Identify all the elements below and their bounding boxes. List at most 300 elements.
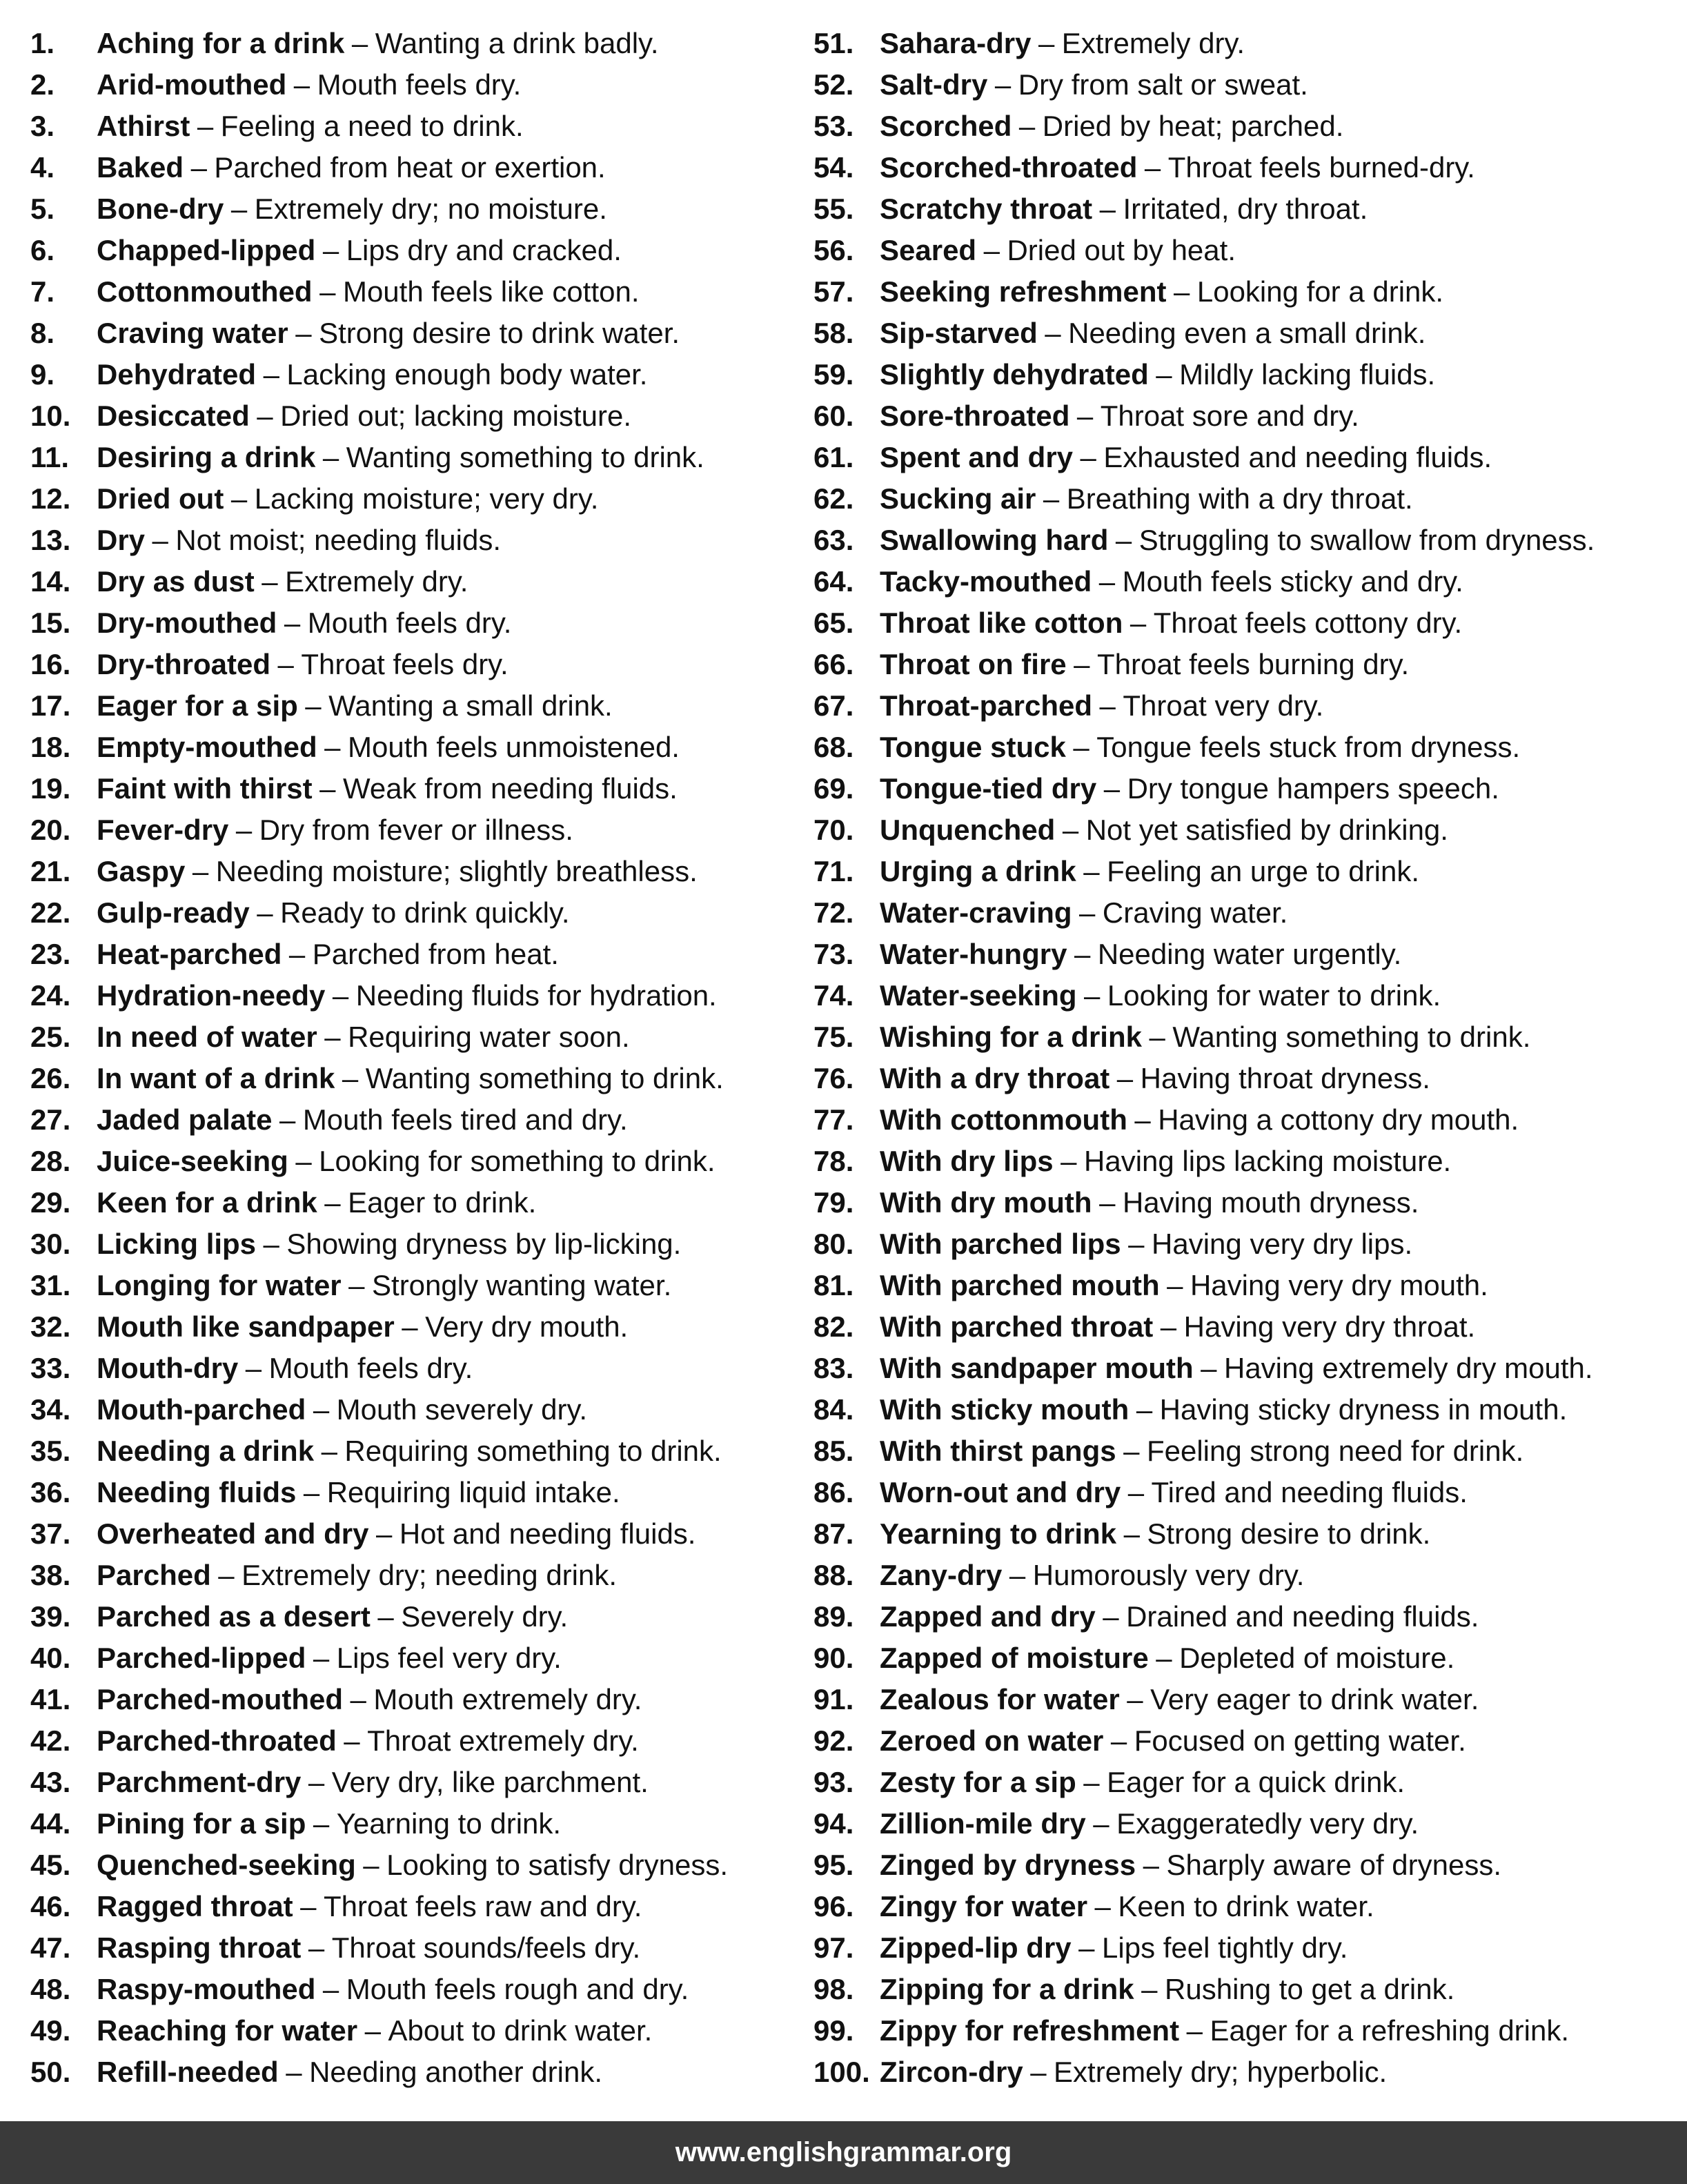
item-separator: – <box>245 1352 262 1384</box>
item-number: 40. <box>30 1642 71 1674</box>
item-term: Yearning to drink <box>880 1517 1117 1550</box>
item-definition: Having a cottony dry mouth. <box>1158 1103 1519 1136</box>
item-term: Parched-throated <box>97 1724 337 1757</box>
item-number: 4. <box>30 151 55 184</box>
item-term: Tongue-tied dry <box>880 772 1097 805</box>
item-text <box>97 561 468 602</box>
item-term: Wishing for a drink <box>880 1021 1142 1053</box>
item-term: Throat-parched <box>880 689 1093 722</box>
item-definition: Having mouth dryness. <box>1122 1186 1419 1219</box>
footer-url[interactable]: www.englishgrammar.org <box>675 2137 1012 2167</box>
item-number: 12. <box>30 482 71 515</box>
item-term: Urging a drink <box>880 855 1076 887</box>
item-definition: Mouth severely dry. <box>336 1393 588 1426</box>
item-text <box>97 892 569 934</box>
item-separator: – <box>1094 1890 1111 1922</box>
item-definition: Breathing with a dry throat. <box>1066 482 1413 515</box>
item-separator: – <box>1073 731 1089 763</box>
item-definition: Having very dry mouth. <box>1190 1269 1488 1301</box>
item-number: 57. <box>813 275 854 308</box>
item-definition: Throat sore and dry. <box>1100 400 1359 432</box>
item-separator: – <box>321 1435 337 1467</box>
item-text <box>880 1141 1451 1182</box>
item-separator: – <box>235 814 253 846</box>
item-term: Unquenched <box>880 814 1056 846</box>
item-number: 69. <box>813 772 854 805</box>
item-text <box>97 1265 671 1306</box>
item-number: 47. <box>30 1931 71 1964</box>
item-number: 84. <box>813 1393 854 1426</box>
item-text <box>880 1099 1519 1141</box>
item-text <box>97 271 640 313</box>
item-text <box>97 1803 561 1844</box>
item-number: 76. <box>813 1062 854 1094</box>
item-separator: – <box>1128 1228 1145 1260</box>
item-text <box>880 2010 1569 2052</box>
item-text <box>97 1927 640 1969</box>
item-term: With dry lips <box>880 1145 1054 1177</box>
item-separator: – <box>1144 151 1161 184</box>
item-text <box>97 1348 473 1389</box>
item-definition: Dried out; lacking moisture. <box>280 400 632 432</box>
item-number: 90. <box>813 1642 854 1674</box>
item-number: 20. <box>30 814 71 846</box>
item-term: Dry-mouthed <box>97 607 277 639</box>
item-number: 36. <box>30 1476 71 1508</box>
item-text <box>880 644 1409 685</box>
item-term: Ragged throat <box>97 1890 293 1922</box>
item-number: 49. <box>30 2014 71 2047</box>
item-term: Parched-mouthed <box>97 1683 344 1715</box>
item-text <box>880 1596 1479 1637</box>
item-separator: – <box>319 772 336 805</box>
item-separator: – <box>363 1849 379 1881</box>
item-separator: – <box>402 1310 418 1343</box>
item-number: 48. <box>30 1973 71 2005</box>
item-separator: – <box>286 2056 302 2088</box>
item-separator: – <box>262 565 278 598</box>
item-text <box>880 1927 1348 1969</box>
item-separator: – <box>1076 400 1094 432</box>
item-number: 46. <box>30 1890 71 1922</box>
item-definition: Humorously very dry. <box>1032 1559 1305 1591</box>
item-number: 66. <box>813 648 854 680</box>
item-definition: Looking for a drink. <box>1196 275 1444 308</box>
item-text <box>97 64 521 106</box>
item-separator: – <box>344 1724 360 1757</box>
item-separator: – <box>1043 482 1060 515</box>
item-text <box>97 602 511 644</box>
item-term: Zippy for refreshment <box>880 2014 1180 2047</box>
item-text <box>880 1637 1454 1679</box>
item-separator: – <box>1080 441 1096 473</box>
item-separator: – <box>324 731 341 763</box>
item-number: 30. <box>30 1228 71 1260</box>
item-number: 82. <box>813 1310 854 1343</box>
item-term: Dried out <box>97 482 224 515</box>
item-definition: Wanting a drink badly. <box>375 27 659 59</box>
item-separator: – <box>313 1807 330 1840</box>
item-term: Swallowing hard <box>880 524 1109 556</box>
item-text <box>97 1844 728 1886</box>
item-text <box>880 1969 1454 2010</box>
item-separator: – <box>300 1890 317 1922</box>
item-number: 80. <box>813 1228 854 1260</box>
item-term: Zircon-dry <box>880 2056 1023 2088</box>
item-separator: – <box>1136 1393 1153 1426</box>
item-separator: – <box>1074 938 1091 970</box>
item-number: 17. <box>30 689 71 722</box>
item-definition: Feeling a need to drink. <box>220 110 524 142</box>
item-definition: Needing water urgently. <box>1097 938 1402 970</box>
item-number: 15. <box>30 607 71 639</box>
item-text <box>880 1306 1475 1348</box>
item-number: 34. <box>30 1393 71 1426</box>
item-text <box>97 1016 630 1058</box>
item-text <box>880 561 1463 602</box>
item-term: With dry mouth <box>880 1186 1092 1219</box>
item-term: Zinged by dryness <box>880 1849 1136 1881</box>
item-term: With a dry throat <box>880 1062 1110 1094</box>
item-definition: Lips feel tightly dry. <box>1102 1931 1348 1964</box>
item-number: 45. <box>30 1849 71 1881</box>
item-text <box>880 602 1462 644</box>
item-separator: – <box>303 1476 320 1508</box>
item-number: 59. <box>813 358 854 391</box>
item-separator: – <box>332 979 349 1012</box>
item-term: Zesty for a sip <box>880 1766 1076 1798</box>
item-term: Seeking refreshment <box>880 275 1167 308</box>
item-definition: Strong desire to drink. <box>1147 1517 1431 1550</box>
item-definition: Needing even a small drink. <box>1068 317 1426 349</box>
item-separator: – <box>257 400 273 432</box>
item-separator: – <box>1038 27 1055 59</box>
item-definition: Tired and needing fluids. <box>1151 1476 1468 1508</box>
item-term: With thirst pangs <box>880 1435 1116 1467</box>
item-definition: Parched from heat or exertion. <box>214 151 606 184</box>
item-term: Zipping for a drink <box>880 1973 1134 2005</box>
item-number: 94. <box>813 1807 854 1840</box>
item-text <box>880 1720 1466 1762</box>
item-text <box>97 975 717 1016</box>
item-text <box>97 437 704 478</box>
item-definition: Needing fluids for hydration. <box>355 979 717 1012</box>
item-text <box>97 1058 724 1099</box>
item-number: 68. <box>813 731 854 763</box>
item-number: 56. <box>813 234 854 266</box>
item-number: 23. <box>30 938 71 970</box>
item-text <box>880 1555 1304 1596</box>
item-definition: Ready to drink quickly. <box>280 896 570 929</box>
item-separator: – <box>192 855 209 887</box>
item-text <box>97 188 607 230</box>
item-definition: Mouth extremely dry. <box>373 1683 642 1715</box>
item-definition: Yearning to drink. <box>336 1807 562 1840</box>
item-term: Raspy-mouthed <box>97 1973 316 2005</box>
item-number: 85. <box>813 1435 854 1467</box>
item-term: Spent and dry <box>880 441 1074 473</box>
item-number: 50. <box>30 2056 71 2088</box>
item-separator: – <box>257 896 273 929</box>
item-separator: – <box>190 151 207 184</box>
item-definition: Rushing to get a drink. <box>1165 1973 1455 2005</box>
item-term: Zeroed on water <box>880 1724 1104 1757</box>
item-number: 79. <box>813 1186 854 1219</box>
item-text <box>880 685 1323 727</box>
item-text <box>97 1223 681 1265</box>
item-separator: – <box>375 1517 393 1550</box>
item-definition: Exhausted and needing fluids. <box>1103 441 1492 473</box>
item-definition: Looking to satisfy dryness. <box>386 1849 729 1881</box>
item-number: 14. <box>30 565 71 598</box>
item-separator: – <box>1156 1642 1172 1674</box>
item-separator: – <box>277 648 294 680</box>
item-definition: Very eager to drink water. <box>1150 1683 1479 1715</box>
item-text <box>880 1513 1430 1555</box>
item-definition: Dried by heat; parched. <box>1042 110 1344 142</box>
item-separator: – <box>308 1931 325 1964</box>
item-text <box>880 1348 1593 1389</box>
item-term: Reaching for water <box>97 2014 358 2047</box>
item-term: Water-seeking <box>880 979 1077 1012</box>
item-separator: – <box>152 524 168 556</box>
item-definition: Having lips lacking moisture. <box>1084 1145 1452 1177</box>
item-definition: Hot and needing fluids. <box>399 1517 696 1550</box>
item-text <box>880 354 1435 395</box>
item-term: Athirst <box>97 110 190 142</box>
item-separator: – <box>1167 1269 1183 1301</box>
item-separator: – <box>1079 896 1096 929</box>
item-number: 18. <box>30 731 71 763</box>
item-term: Dry as dust <box>97 565 255 598</box>
item-term: Dry <box>97 524 146 556</box>
item-separator: – <box>1149 1021 1165 1053</box>
item-text <box>880 1223 1412 1265</box>
item-separator: – <box>348 1269 365 1301</box>
item-separator: – <box>324 1021 341 1053</box>
item-definition: Weak from needing fluids. <box>343 772 678 805</box>
item-separator: – <box>1110 1724 1127 1757</box>
item-text <box>97 1513 695 1555</box>
item-definition: Depleted of moisture. <box>1179 1642 1455 1674</box>
item-definition: Mouth feels rough and dry. <box>346 1973 689 2005</box>
item-definition: Throat feels cottony dry. <box>1153 607 1463 639</box>
item-number: 6. <box>30 234 55 266</box>
item-number: 60. <box>813 400 854 432</box>
item-text <box>97 395 631 437</box>
item-definition: Wanting something to drink. <box>1172 1021 1531 1053</box>
item-text <box>97 1762 649 1803</box>
item-term: Jaded palate <box>97 1103 273 1136</box>
item-text <box>97 1555 617 1596</box>
item-text <box>97 768 678 809</box>
item-definition: Dry from fever or illness. <box>259 814 573 846</box>
item-number: 41. <box>30 1683 71 1715</box>
item-term: Quenched-seeking <box>97 1849 356 1881</box>
item-text <box>880 892 1288 934</box>
item-term: Parchment-dry <box>97 1766 302 1798</box>
item-separator: – <box>313 1642 330 1674</box>
item-separator: – <box>1103 772 1121 805</box>
item-separator: – <box>1134 1103 1151 1136</box>
item-separator: – <box>308 1766 325 1798</box>
item-separator: – <box>994 68 1012 101</box>
item-term: Slightly dehydrated <box>880 358 1149 391</box>
item-definition: Sharply aware of dryness. <box>1166 1849 1502 1881</box>
item-text <box>97 851 698 892</box>
item-number: 38. <box>30 1559 71 1591</box>
item-text <box>97 727 680 768</box>
item-term: With parched mouth <box>880 1269 1160 1301</box>
item-text <box>97 644 509 685</box>
item-term: Zillion-mile dry <box>880 1807 1086 1840</box>
item-number: 83. <box>813 1352 854 1384</box>
item-term: In need of water <box>97 1021 317 1053</box>
item-term: Mouth like sandpaper <box>97 1310 395 1343</box>
item-text <box>880 230 1236 271</box>
item-text <box>97 1637 562 1679</box>
item-number: 87. <box>813 1517 854 1550</box>
item-term: Rasping throat <box>97 1931 302 1964</box>
item-separator: – <box>324 1186 341 1219</box>
item-text <box>880 188 1368 230</box>
item-term: In want of a drink <box>97 1062 335 1094</box>
item-text <box>880 1803 1419 1844</box>
item-text <box>880 1472 1468 1513</box>
item-number: 28. <box>30 1145 71 1177</box>
item-number: 100. <box>813 2056 870 2088</box>
item-separator: – <box>1115 524 1132 556</box>
item-term: Pining for a sip <box>97 1807 306 1840</box>
item-separator: – <box>1099 193 1116 225</box>
item-definition: Extremely dry; hyperbolic. <box>1054 2056 1388 2088</box>
item-separator: – <box>1018 110 1036 142</box>
item-number: 91. <box>813 1683 854 1715</box>
item-definition: Showing dryness by lip-licking. <box>286 1228 682 1260</box>
item-number: 93. <box>813 1766 854 1798</box>
item-term: Cottonmouthed <box>97 275 313 308</box>
item-term: Fever-dry <box>97 814 229 846</box>
item-term: Needing fluids <box>97 1476 297 1508</box>
item-separator: – <box>1123 1435 1140 1467</box>
item-number: 70. <box>813 814 854 846</box>
item-separator: – <box>351 27 368 59</box>
item-definition: Having very dry throat. <box>1183 1310 1476 1343</box>
item-term: Seared <box>880 234 977 266</box>
item-term: Tongue stuck <box>880 731 1066 763</box>
item-number: 10. <box>30 400 71 432</box>
item-definition: Throat sounds/feels dry. <box>331 1931 641 1964</box>
item-text <box>880 1016 1530 1058</box>
item-definition: Requiring water soon. <box>348 1021 630 1053</box>
item-term: Water-craving <box>880 896 1072 929</box>
item-term: Zapped and dry <box>880 1600 1096 1633</box>
item-definition: Feeling an urge to drink. <box>1107 855 1419 887</box>
item-term: Gaspy <box>97 855 186 887</box>
item-text <box>97 1099 628 1141</box>
item-term: Juice-seeking <box>97 1145 288 1177</box>
item-definition: About to drink water. <box>388 2014 653 2047</box>
item-definition: Mouth feels sticky and dry. <box>1122 565 1463 598</box>
item-separator: – <box>1141 1973 1158 2005</box>
item-term: Hydration-needy <box>97 979 326 1012</box>
item-term: Needing a drink <box>97 1435 315 1467</box>
item-separator: – <box>279 1103 296 1136</box>
item-text <box>97 1389 587 1430</box>
item-term: Throat on fire <box>880 648 1067 680</box>
item-text <box>880 147 1475 188</box>
item-number: 25. <box>30 1021 71 1053</box>
item-text <box>97 1679 642 1720</box>
item-text <box>97 147 606 188</box>
item-text <box>97 1596 568 1637</box>
item-definition: Craving water. <box>1102 896 1288 929</box>
item-definition: Exaggeratedly very dry. <box>1116 1807 1419 1840</box>
item-text <box>880 313 1425 354</box>
item-number: 62. <box>813 482 854 515</box>
item-separator: – <box>230 193 248 225</box>
item-separator: – <box>1099 1186 1116 1219</box>
item-text <box>880 2052 1387 2093</box>
item-term: With sandpaper mouth <box>880 1352 1194 1384</box>
item-separator: – <box>263 1228 279 1260</box>
item-definition: Extremely dry; needing drink. <box>241 1559 618 1591</box>
item-number: 97. <box>813 1931 854 1964</box>
item-definition: Strongly wanting water. <box>372 1269 672 1301</box>
item-separator: – <box>1083 855 1100 887</box>
item-separator: – <box>1074 648 1090 680</box>
item-text <box>97 23 659 64</box>
item-text <box>880 1430 1523 1472</box>
item-definition: Having extremely dry mouth. <box>1223 1352 1593 1384</box>
item-number: 53. <box>813 110 854 142</box>
item-definition: Not yet satisfied by drinking. <box>1085 814 1448 846</box>
item-definition: Lips feel very dry. <box>336 1642 562 1674</box>
item-text <box>880 437 1492 478</box>
item-definition: Mouth feels unmoistened. <box>348 731 680 763</box>
item-separator: – <box>319 275 336 308</box>
item-number: 99. <box>813 2014 854 2047</box>
item-definition: Lacking moisture; very dry. <box>254 482 599 515</box>
item-definition: Focused on getting water. <box>1134 1724 1466 1757</box>
item-number: 21. <box>30 855 71 887</box>
item-separator: – <box>288 938 306 970</box>
item-definition: Throat extremely dry. <box>367 1724 639 1757</box>
item-term: Tacky-mouthed <box>880 565 1092 598</box>
item-separator: – <box>313 1393 330 1426</box>
item-definition: Mouth feels dry. <box>268 1352 473 1384</box>
item-number: 19. <box>30 772 71 805</box>
item-definition: Throat very dry. <box>1123 689 1324 722</box>
item-definition: Eager to drink. <box>348 1186 537 1219</box>
item-text <box>97 1430 722 1472</box>
item-number: 64. <box>813 565 854 598</box>
item-term: Eager for a sip <box>97 689 298 722</box>
item-definition: Wanting something to drink. <box>365 1062 724 1094</box>
item-definition: Mouth feels tired and dry. <box>302 1103 628 1136</box>
item-definition: Mildly lacking fluids. <box>1179 358 1436 391</box>
item-term: With cottonmouth <box>880 1103 1127 1136</box>
item-separator: – <box>322 1973 339 2005</box>
item-term: Refill-needed <box>97 2056 279 2088</box>
item-definition: Extremely dry. <box>1061 27 1245 59</box>
item-text <box>97 1141 716 1182</box>
item-term: Arid-mouthed <box>97 68 287 101</box>
item-text <box>880 478 1413 520</box>
item-separator: – <box>1093 1807 1109 1840</box>
item-definition: Having throat dryness. <box>1140 1062 1430 1094</box>
item-number: 37. <box>30 1517 71 1550</box>
